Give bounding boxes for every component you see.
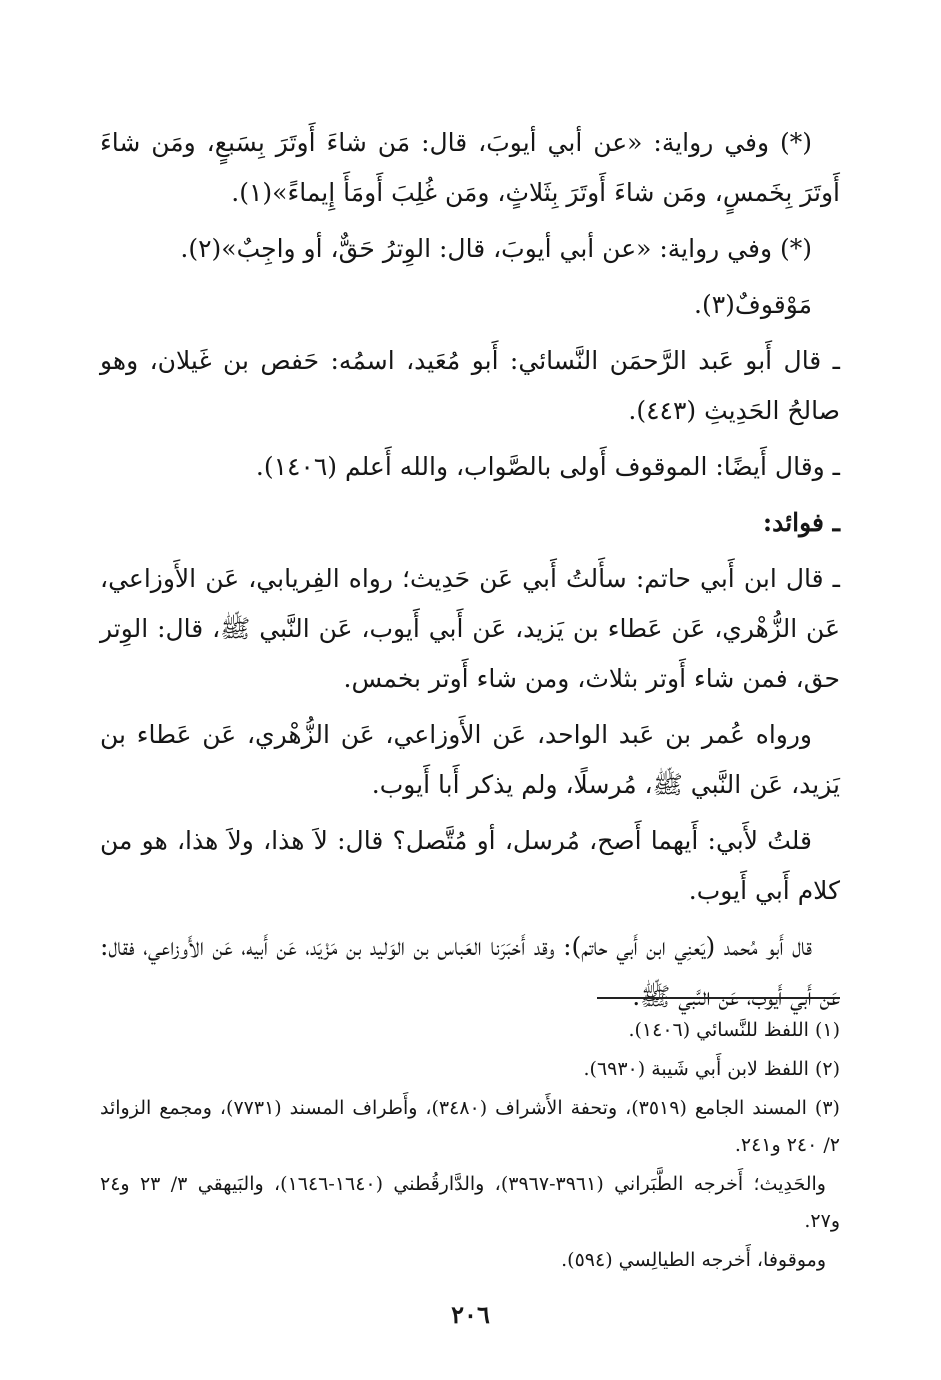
paragraph-question: قلتُ لأَبي: أَيهما أَصح، مُرسل، أو مُتَّصل؟ قال: لاَ هذا، ولاَ هذا، هو من كلام أَبي أَيوب. — [100, 826, 840, 905]
footnote-3-mawquf-source: وموقوفا، أَخرجه الطيالِسي (٥٩٤). — [561, 1249, 826, 1271]
footnote-separator — [597, 997, 840, 999]
page-number: ٢٠٦ — [451, 1300, 490, 1329]
paragraph-variant-narration-1: (*) وفي رواية: «عن أبي أيوبَ، قال: مَن شاءَ أَوتَرَ بِسَبعٍ، ومَن شاءَ أَوتَرَ بِخَمسٍ، ومَن شاءَ أَوتَرَ بِثَلاثٍ، ومَن غُلِبَ أَومَأَ إِيماءً»(١). — [100, 128, 840, 207]
paragraph-nasai-comment: ـ قال أَبو عَبد الرَّحمَن النَّسائي: أَبو مُعَيد، اسمُه: حَفص بن غَيلان، وهو صالحُ الحَدِيثِ (٤٤٣). — [100, 346, 840, 425]
footnote-3: (٣) المسند الجامع (٣٥١٩)، وتحفة الأَشراف (٣٤٨٠)، وأَطراف المسند (٧٧٣١)، ومجمع الزوائد ٢/ ٢٤٠ و٢٤١. — [100, 1097, 840, 1156]
footnotes — [100, 1012, 840, 1281]
footnote-2: (٢) اللفظ لابن أَبي شَيبة (٦٩٣٠). — [583, 1058, 840, 1080]
paragraph-nasai-comment-2: ـ وقال أَيضًا: الموقوف أَولى بالصَّواب، والله أَعلم (١٤٠٦). — [255, 452, 840, 481]
paragraph-ibn-abi-hatim: ـ قال ابن أَبي حاتم: سأَلتُ أَبي عَن حَدِيث؛ رواه الفِريابي، عَن الأَوزاعي، عَن الزُّهْري، عَن عَطاء بن يَزيد، عَن أَبي أَيوب، عَن النَّبي ﷺ، قال: الوِتر حق، فمن شاء أَوتر بثلاث، ومن شاء أَوتر بخمس. — [100, 564, 840, 693]
paragraph-abu-muhammad: قال أَبو مُحمد (يَعنِي ابن أَبي حاتم): وقد أَخبَرَنا العَباس بن الوَليد بن مَزْيَد، عَن أَبيه، عَن الأَوزاعي، فقال: عَن أَبي أَيوب، عَن النَّبي ﷺ. — [100, 932, 840, 1011]
footnote-1: (١) اللفظ للنَّسائي (١٤٠٦). — [628, 1019, 840, 1041]
paragraph-variant-narration-2: (*) وفي رواية: «عن أبي أيوبَ، قال: الوِترُ حَقٌّ، أو واجِبٌ»(٢). — [180, 234, 812, 263]
paragraph-umar-narration: ورواه عُمر بن عَبد الواحد، عَن الأَوزاعي، عَن الزُّهْري، عَن عَطاء بن يَزيد، عَن النَّبي ﷺ، مُرسلًا، ولم يذكر أَبا أَيوب. — [100, 720, 840, 799]
paragraph-mawquf: مَوْقوفٌ(٣). — [694, 290, 812, 319]
section-heading-fawaid: ـ فوائد: — [762, 508, 840, 537]
footnote-3-hadith-sources: والحَدِيث؛ أَخرجه الطَّبَراني (٣٩٦١-٣٩٦٧)، والدَّارقُطني (١٦٤٠-١٦٤٦)، والبَيهقي ٣/ ٢٣ و٢٤ و٢٧. — [100, 1173, 840, 1232]
main-text — [100, 118, 840, 1028]
